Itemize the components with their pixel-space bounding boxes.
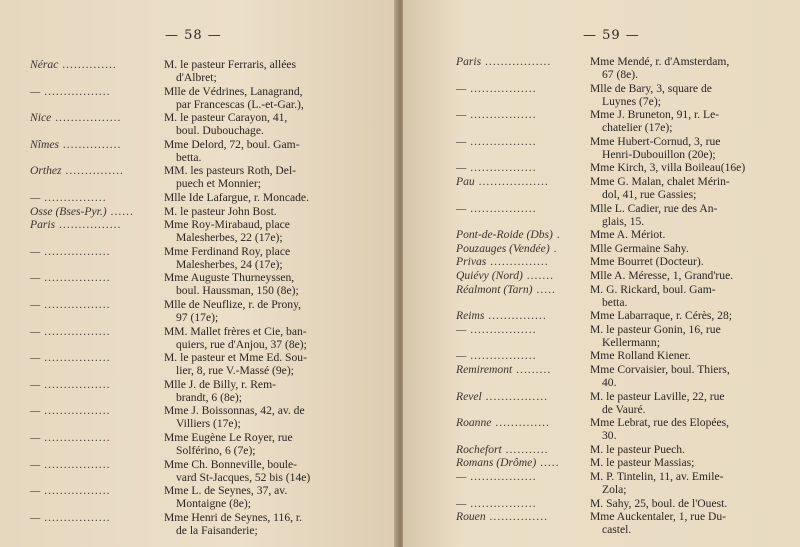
entry-text-line: Mme Bourret (Docteur). — [590, 255, 704, 269]
entry-text-line: Mme Labarraque, r. Cérès, 28; — [590, 309, 732, 323]
entry-place: Nîmes ............... — [30, 137, 122, 151]
entry-text-line: Mme Eugène Le Royer, rue — [164, 431, 293, 444]
entry-place: Rochefort ........... — [456, 442, 549, 456]
entry-place: — ................. — [456, 201, 537, 215]
entry-text-line: Mlle de Bary, 3, square de — [590, 81, 712, 95]
entry-text-line: Mme Delord, 72, boul. Gam- — [164, 137, 300, 151]
entry-text-line: M. le pasteur Massias; — [590, 456, 695, 470]
entry-text-line: M. le pasteur et Mme Ed. Sou- — [164, 351, 307, 365]
entry-place: — ................. — [30, 431, 111, 444]
entry-text-line: lier, 8, rue V.-Massé (9e); — [176, 364, 294, 378]
entry-text-line: MM. les pasteurs Roth, Del- — [164, 164, 297, 178]
entry-text-line: M. Sahy, 25, boul. de l'Ouest. — [590, 496, 728, 510]
entry-text-line: boul. Dubouchage. — [176, 124, 264, 138]
entry-place: — ................. — [30, 484, 111, 498]
entry-text-line: Mme Lebrat, rue des Elopées, — [590, 416, 730, 430]
entry-text-line: castel. — [602, 523, 632, 537]
entry-place: — ................. — [30, 84, 111, 98]
entry-text-line: Mme Corvaisier, boul. Thiers, — [590, 363, 730, 376]
entry-text-line: Montaigne (8e); — [176, 497, 252, 511]
entry-text-line: Mme Mendé, r. d'Amsterdam, — [590, 55, 730, 68]
entry-place: Pont-de-Roide (Dbs) . — [456, 228, 561, 242]
entry-text-line: Mme J. Boissonnas, 42, av. de — [164, 404, 305, 418]
entry-text-line: Mlle de Neuflize, r. de Prony, — [164, 298, 302, 311]
entry-place: — ................. — [30, 324, 111, 338]
entry-text-line: M. le pasteur Laville, 22, rue — [590, 389, 725, 403]
entry-place: Remiremont ......... — [456, 363, 552, 376]
entry-place: — ................. — [30, 457, 111, 471]
entry-text-line: M. G. Rickard, boul. Gam- — [590, 282, 716, 296]
entry-place: — ................. — [456, 81, 537, 95]
entry-text-line: 97 (17e); — [176, 311, 219, 324]
entry-text-line: de la Faisanderie; — [176, 523, 258, 537]
entry-text-line: Mme Auguste Thurneyssen, — [164, 271, 295, 285]
page-number: — 58 — — [165, 28, 222, 43]
entry-text-line: 30. — [602, 429, 617, 443]
entry-place: Reims ............... — [456, 309, 547, 323]
entry-place: Pouzauges (Vendée) . — [456, 241, 558, 255]
entry-text-line: quiers, rue d'Anjou, 37 (8e); — [176, 337, 307, 351]
entry-text-line: Mme J. Bruneton, 91, r. Le- — [590, 108, 720, 122]
entry-place: — ................. — [30, 298, 111, 311]
entry-place: — ................. — [30, 271, 111, 285]
entry-place: — ................. — [456, 108, 537, 122]
entry-place: Nice ................. — [30, 111, 122, 125]
entry-text-line: Malesherbes, 24 (17e); — [176, 257, 283, 271]
entry-text-line: brandt, 6 (8e); — [176, 390, 242, 404]
entry-text-line: M. P. Tintelin, 11, av. Emile- — [590, 470, 724, 483]
entry-place: Paris ................ — [30, 218, 122, 232]
entry-place: Rouen ............... — [456, 510, 548, 524]
entry-place: Quiévy (Nord) ....... — [456, 269, 555, 282]
entry-place: Réalmont (Tarn) ..... — [456, 282, 556, 296]
entry-text-line: chatelier (17e); — [602, 121, 673, 135]
entry-text-line: betta. — [602, 295, 628, 309]
entry-text-line: M. le pasteur Ferraris, allées — [164, 58, 296, 71]
entry-text-line: dol, 41, rue Gassies; — [602, 188, 697, 201]
page-number: — 59 — — [583, 28, 640, 43]
entry-place: Romans (Drôme) ..... — [456, 456, 560, 470]
entry-place: — ................. — [456, 161, 537, 175]
entry-text-line: Villiers (17e); — [176, 417, 241, 431]
entry-text-line: Mme G. Malan, chalet Mérin- — [590, 175, 730, 188]
entry-text-line: Luynes (7e); — [602, 94, 661, 108]
entry-place: — ................. — [456, 322, 537, 336]
entry-text-line: Mlle Germaine Sahy. — [590, 241, 689, 255]
left-page — [0, 0, 397, 547]
entry-text-line: Mlle L. Cadier, rue des An- — [590, 201, 718, 215]
entry-text-line: Mlle Ide Lafargue, r. Moncade. — [164, 191, 309, 204]
entry-text-line: betta. — [176, 150, 202, 164]
entry-place: Privas ............... — [456, 255, 549, 269]
entry-place: — ................. — [456, 470, 537, 483]
entry-text-line: Mme Ch. Bonneville, boule- — [164, 457, 297, 471]
entry-text-line: Mme Kirch, 3, villa Boileau(16e) — [590, 161, 746, 175]
entry-text-line: Mme Rolland Kiener. — [590, 349, 691, 363]
entry-place: Paris ................. — [456, 55, 552, 68]
entry-text-line: puech et Monnier; — [176, 177, 261, 191]
entry-place: — ................. — [456, 134, 537, 148]
entry-text-line: MM. Mallet frères et Cie, ban- — [164, 324, 307, 338]
entry-place: — ................ — [30, 191, 107, 204]
entry-place: Roanne .............. — [456, 416, 550, 430]
entry-place: Pau .................. — [456, 175, 549, 188]
entry-text-line: 67 (8e). — [602, 68, 639, 81]
entry-place: — ................. — [30, 244, 111, 258]
entry-text-line: Mme Roy-Mirabaud, place — [164, 218, 290, 232]
entry-text-line: Mme Henri de Seynes, 116, r. — [164, 510, 303, 524]
entry-place: — ................. — [30, 510, 111, 524]
entry-text-line: Mlle J. de Billy, r. Rem- — [164, 377, 276, 391]
entry-text-line: Mlle A. Méresse, 1, Grand'rue. — [590, 269, 734, 282]
entry-place: Orthez ............... — [30, 164, 124, 178]
entry-text-line: Mme A. Mériot. — [590, 228, 666, 242]
entry-text-line: boul. Haussman, 150 (8e); — [176, 284, 299, 298]
entry-place: — ................. — [30, 351, 111, 365]
entry-text-line: par Francescas (L.-et-Gar.), — [176, 97, 304, 111]
entry-text-line: Mme Hubert-Cornud, 3, rue — [590, 134, 721, 148]
entry-text-line: M. le pasteur Puech. — [590, 442, 685, 456]
entry-text-line: M. le pasteur Gonin, 16, rue — [590, 322, 721, 336]
right-page — [403, 0, 800, 547]
entry-text-line: Mme Ferdinand Roy, place — [164, 244, 291, 258]
entry-text-line: Henri-Dubouillon (20e); — [602, 147, 716, 161]
entry-text-line: Kellermann; — [602, 335, 660, 349]
entry-text-line: d'Albret; — [176, 71, 217, 84]
entry-place: — ................. — [30, 377, 111, 391]
entry-text-line: Zola; — [602, 483, 627, 496]
entry-place: — ................. — [456, 496, 537, 510]
entry-text-line: M. le pasteur John Bost. — [164, 204, 277, 218]
entry-text-line: de Vauré. — [602, 402, 646, 416]
entry-place: Osse (Bses-Pyr.) ...... — [30, 204, 134, 218]
entry-text-line: 40. — [602, 376, 617, 389]
entry-text-line: Solférino, 6 (7e); — [176, 444, 256, 457]
entry-place: Nérac .............. — [30, 58, 117, 71]
entry-text-line: M. le pasteur Carayon, 41, — [164, 111, 288, 125]
entry-place: — ................. — [456, 349, 537, 363]
entry-text-line: Mme L. de Seynes, 37, av. — [164, 484, 288, 498]
entry-place: — ................. — [30, 404, 111, 418]
entry-text-line: glais, 15. — [602, 214, 645, 228]
entry-text-line: Malesherbes, 22 (17e); — [176, 231, 283, 245]
entry-text-line: Mlle de Védrines, Lanagrand, — [164, 84, 303, 98]
entry-text-line: vard St-Jacques, 52 bis (14e) — [176, 470, 311, 484]
entry-text-line: Mme Auckentaler, 1, rue Du- — [590, 510, 727, 524]
entry-place: Revel ................ — [456, 389, 549, 403]
